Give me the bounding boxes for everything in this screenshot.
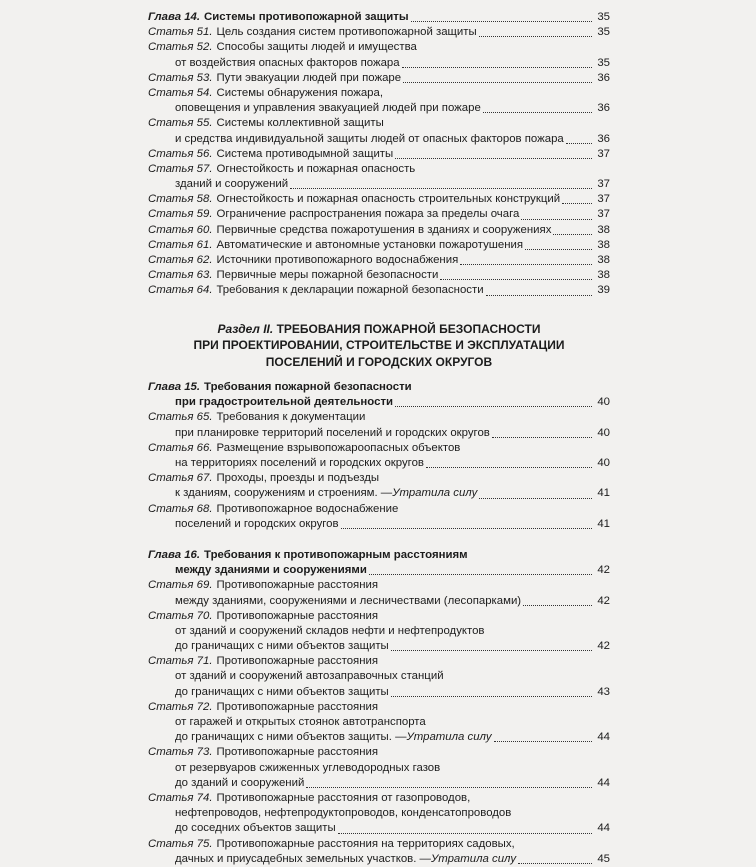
toc-entry-text: Противопожарные расстояния [216,579,379,592]
toc-entry-label: Статья 72. [148,700,213,713]
toc-article-entry [148,502,610,532]
toc-page-number: 36 [597,102,610,115]
toc-entry-text: при градостроительной деятельности [175,396,394,409]
toc-line [148,86,610,101]
toc-page-number: 40 [597,426,610,439]
toc-line [148,177,610,192]
toc-page-number: 40 [597,457,610,469]
toc-page-number: 38 [597,254,610,266]
toc-chapter-14 [148,10,610,299]
toc-article-entry [148,609,610,655]
toc-chapter-16 [148,548,610,867]
toc-line [148,502,610,517]
toc-entry-text: до соседних объектов защиты [175,822,336,835]
dot-leader [553,233,592,235]
toc-line [148,147,610,162]
toc-entry-label: Статья 62. [148,254,213,266]
toc-line [148,426,610,441]
dot-leader [391,649,592,651]
toc-page-number: 35 [597,56,610,69]
toc-entry-label: Статья 53. [148,71,213,84]
toc-entry-text: Требования к документации [216,411,366,424]
toc-entry-text: при планировке территорий поселений и городских округов [175,426,490,439]
toc-article-entry [148,283,610,298]
toc-article-entry [148,238,610,253]
dot-leader [492,436,592,438]
dot-leader [402,66,592,68]
toc-entry-text: Ограничение распространения пожара за пределы очага [216,208,520,221]
toc-line [148,283,610,298]
toc-page-number: 42 [597,640,610,653]
toc-article-entry [148,700,610,746]
toc-entry-text: Требования пожарной безопасности [204,381,412,394]
toc-page-number: 35 [597,26,610,39]
dot-leader [369,573,592,575]
toc-line [148,624,610,639]
toc-line [148,456,610,471]
toc-entry-label: Глава 16. [148,548,201,561]
toc-line [148,25,610,40]
section-title-line-1: ТРЕБОВАНИЯ ПОЖАРНОЙ БЕЗОПАСНОСТИ [276,321,541,336]
toc-entry-label: Глава 15. [148,381,201,394]
toc-page-number: 45 [597,852,610,865]
toc-entry-label: Статья 56. [148,147,213,160]
toc-article-entry [148,40,610,70]
toc-line [148,761,610,776]
toc-line [148,71,610,86]
toc-page-number: 38 [597,238,610,251]
toc-chapter-entry [148,10,610,25]
toc-entry-note: Утратила силу [406,731,492,744]
toc-chapter-entry [148,548,610,578]
toc-line [148,837,610,852]
toc-page-number: 44 [597,776,610,789]
toc-entry-text: Противопожарные расстояния на территориях садовых, [216,837,515,850]
toc-article-entry [148,441,610,471]
toc-line [148,594,610,609]
toc-entry-text: Системы противопожарной защиты [204,11,409,23]
toc-page-number: 43 [597,685,610,698]
toc-entry-label: Статья 57. [148,162,213,175]
dot-leader [440,278,592,280]
toc-entry-label: Статья 59. [148,208,213,221]
toc-chapter-entry [148,380,610,410]
toc-entry-label: Статья 74. [148,791,213,804]
toc-entry-text: от резервуаров сжиженных углеводородных газов [175,761,441,774]
toc-page-number: 36 [597,132,610,145]
toc-line [148,517,610,532]
dot-leader [306,786,592,788]
toc-article-entry [148,654,610,700]
dot-leader [426,466,592,468]
dot-leader [341,527,592,529]
toc-line [148,56,610,71]
toc-line [148,548,610,563]
dot-leader [525,248,592,250]
toc-page [148,10,610,867]
toc-entry-label: Статья 65. [148,411,213,424]
toc-entry-label: Статья 70. [148,609,213,622]
toc-line [148,745,610,760]
section-heading [148,321,610,371]
toc-entry-text: Первичные средства пожаротушения в зданиях и сооружениях [216,223,552,236]
toc-entry-text: Требования к противопожарным расстояниям [204,548,468,561]
toc-article-entry [148,410,610,440]
toc-entry-text: на территориях поселений и городских округов [175,457,424,469]
toc-line [148,441,610,456]
toc-entry-label: Статья 71. [148,655,213,668]
toc-entry-label: Статья 73. [148,746,213,759]
toc-entry-text: оповещения и управления эвакуацией людей при пожаре [175,102,481,115]
dot-leader [338,832,592,834]
toc-entry-text: от зданий и сооружений складов нефти и нефтепродуктов [175,624,485,637]
toc-entry-label: Статья 52. [148,41,213,54]
dot-leader [290,187,592,189]
section-title-line-2: ПРИ ПРОЕКТИРОВАНИИ, СТРОИТЕЛЬСТВЕ И ЭКСПЛУАТАЦИИ [193,338,565,353]
toc-article-entry [148,86,610,116]
toc-article-entry [148,192,610,207]
toc-entry-label: Статья 63. [148,269,213,282]
toc-line [148,223,610,238]
toc-line [148,776,610,791]
dot-leader [486,294,592,296]
toc-article-entry [148,71,610,86]
toc-page-number: 40 [597,396,610,409]
toc-entry-text: от гаражей и открытых стоянок автотранспорта [175,716,426,728]
dot-leader [518,862,592,864]
toc-page-number: 38 [597,223,610,236]
toc-entry-text: зданий и сооружений [175,178,289,191]
toc-entry-text: и средства индивидуальной защиты людей от опасных факторов пожара [175,132,564,145]
toc-page-number: 42 [597,594,610,607]
toc-article-entry [148,25,610,40]
dot-leader [566,142,592,144]
toc-entry-text: Системы коллективной защиты [216,117,384,130]
dot-leader [395,405,592,407]
toc-line [148,852,610,867]
toc-entry-text: Автоматические и автономные установки пожаротушения [216,238,524,251]
toc-entry-label: Статья 60. [148,223,213,236]
dot-leader [479,497,592,499]
toc-article-entry [148,791,610,837]
toc-entry-text: Системы обнаружения пожара, [216,86,383,99]
toc-line [148,486,610,501]
toc-article-entry [148,471,610,501]
toc-page-number: 37 [597,208,610,221]
toc-page-number: 36 [597,71,610,84]
toc-entry-text: к зданиям, сооружениям и строениям. — [175,487,393,500]
dot-leader [523,604,592,606]
toc-article-entry [148,268,610,283]
toc-entry-text: Противопожарное водоснабжение [216,502,399,515]
toc-article-entry [148,578,610,608]
toc-line [148,410,610,425]
toc-line [148,639,610,654]
toc-page-number: 37 [597,147,610,160]
toc-entry-text: до граничащих с ними объектов защиты. — [175,731,407,744]
toc-entry-label: Статья 64. [148,284,213,297]
dot-leader [460,263,592,265]
toc-line [148,685,610,700]
toc-line [148,40,610,55]
toc-line [148,101,610,116]
toc-line [148,207,610,222]
toc-article-entry [148,837,610,867]
toc-entry-text: Цель создания систем противопожарной защиты [216,26,477,39]
toc-entry-text: Огнестойкость и пожарная опасность [216,162,416,175]
toc-entry-text: поселений и городских округов [175,517,339,530]
toc-line [148,791,610,806]
toc-article-entry [148,223,610,238]
toc-line [148,609,610,624]
toc-entry-label: Статья 66. [148,441,213,454]
toc-article-entry [148,745,610,791]
section-label: Раздел II. [217,321,274,336]
toc-page-number: 37 [597,193,610,206]
toc-entry-text: Противопожарные расстояния от газопроводов, [216,791,471,804]
toc-line [148,669,610,684]
toc-entry-text: Размещение взрывопожароопасных объектов [216,441,461,454]
toc-page-number: 44 [597,731,610,744]
toc-line [148,395,610,410]
toc-line [148,192,610,207]
toc-entry-text: Противопожарные расстояния [216,746,379,759]
dot-leader [411,20,592,22]
toc-entry-text: Требования к декларации пожарной безопасности [216,284,484,297]
toc-entry-text: Источники противопожарного водоснабжения [216,254,459,266]
toc-line [148,563,610,578]
toc-article-entry [148,147,610,162]
toc-line [148,471,610,486]
toc-entry-label: Статья 75. [148,837,213,850]
toc-line [148,268,610,283]
dot-leader [395,157,592,159]
toc-line [148,806,610,821]
toc-article-entry [148,207,610,222]
toc-entry-text: Система противодымной защиты [216,147,394,160]
toc-entry-text: до граничащих с ними объектов защиты [175,640,389,653]
dot-leader [479,35,592,37]
toc-line [148,253,610,268]
dot-leader [562,202,592,204]
toc-entry-text: Противопожарные расстояния [216,655,379,668]
toc-entry-text: от зданий и сооружений автозаправочных станций [175,670,444,683]
toc-entry-text: Противопожарные расстояния [216,609,379,622]
toc-line [148,380,610,395]
toc-entry-note: Утратила силу [430,852,517,865]
toc-line [148,578,610,593]
toc-page-number: 41 [597,487,610,500]
toc-page-number: 38 [597,269,610,282]
toc-line [148,132,610,147]
toc-entry-text: Первичные меры пожарной безопасности [216,269,439,282]
toc-entry-text: до зданий и сооружений [175,776,305,789]
dot-leader [494,740,592,742]
toc-entry-label: Статья 69. [148,579,213,592]
toc-entry-label: Статья 67. [148,472,213,485]
toc-entry-text: до граничащих с ними объектов защиты [175,685,389,698]
dot-leader [403,81,592,83]
toc-line [148,715,610,730]
toc-article-entry [148,253,610,268]
toc-entry-label: Статья 58. [148,193,213,206]
toc-article-entry [148,162,610,192]
toc-entry-label: Статья 51. [148,26,213,39]
toc-entry-text: от воздействия опасных факторов пожара [175,56,400,69]
toc-entry-note: Утратила силу [392,487,478,500]
toc-entry-text: Противопожарные расстояния [216,700,379,713]
section-title-line-3: ПОСЕЛЕНИЙ И ГОРОДСКИХ ОКРУГОВ [265,354,493,369]
toc-line [148,238,610,253]
toc-line [148,162,610,177]
toc-line [148,700,610,715]
dot-leader [521,218,592,220]
toc-entry-text: Проходы, проезды и подъезды [216,472,380,485]
toc-entry-text: дачных и приусадебных земельных участков. — [175,852,431,865]
toc-page-number: 37 [597,178,610,191]
toc-entry-label: Статья 68. [148,502,213,515]
toc-chapter-15 [148,380,610,532]
toc-page-number: 35 [597,11,610,23]
toc-entry-text: между зданиями и сооружениями [175,564,367,577]
toc-page-number: 42 [597,564,610,577]
toc-entry-text: между зданиями, сооружениями и лесничествами (лесопарками) [175,594,522,607]
toc-page-number: 41 [597,517,610,530]
toc-page-number: 39 [597,284,610,297]
toc-entry-label: Статья 55. [148,117,213,130]
toc-line [148,10,610,25]
toc-article-entry [148,116,610,146]
toc-entry-text: Пути эвакуации людей при пожаре [216,71,402,84]
dot-leader [483,111,592,113]
toc-entry-label: Статья 61. [148,238,213,251]
toc-entry-text: Способы защиты людей и имущества [216,41,417,54]
toc-entry-label: Глава 14. [148,11,201,23]
dot-leader [391,695,592,697]
toc-page-number: 44 [597,822,610,835]
toc-line [148,730,610,745]
toc-entry-label: Статья 54. [148,86,213,99]
toc-entry-text: Огнестойкость и пожарная опасность строительных конструкций [216,193,561,206]
toc-line [148,116,610,131]
toc-entry-text: нефтепроводов, нефтепродуктопроводов, конденсатопроводов [175,807,512,820]
toc-line [148,654,610,669]
toc-line [148,821,610,836]
